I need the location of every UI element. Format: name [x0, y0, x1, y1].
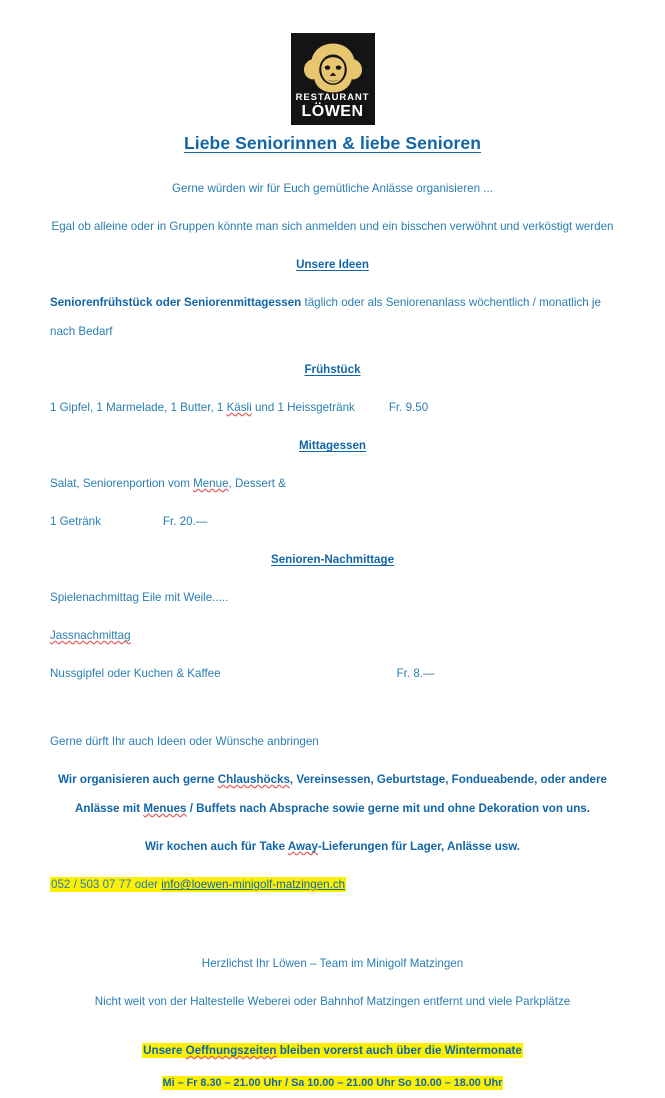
logo-text-loewen: LÖWEN	[301, 103, 364, 120]
lunch-row-2	[50, 507, 615, 536]
ideas-body	[50, 288, 615, 346]
ideas-body-bold: Seniorenfrühstück oder Seniorenmittagessen	[50, 296, 302, 309]
regards-line: Herzlichst Ihr Löwen – Team im Minigolf Matzingen	[201, 957, 464, 970]
organise-text-a: Wir organisieren auch gerne	[58, 773, 218, 786]
takeaway-text-a: Wir kochen auch für Take	[144, 840, 288, 853]
afternoon-price: Fr. 8.—	[396, 667, 435, 680]
breakfast-item-post: und 1 Heissgetränk	[251, 401, 355, 414]
lunch-item-2: 1 Getränk	[50, 515, 101, 528]
page-title: Liebe Seniorinnen & liebe Senioren	[183, 133, 482, 153]
section-heading-afternoons: Senioren-Nachmittage	[270, 553, 395, 566]
hours-heading	[50, 1036, 615, 1065]
afternoon-item-2	[50, 621, 615, 650]
takeaway-line	[50, 832, 615, 861]
lunch-item-pre: Salat, Seniorenportion vom	[50, 477, 194, 490]
lunch-item-spellcheck: Menue	[193, 477, 229, 490]
takeaway-text-b: -Lieferungen für Lager, Anlässe usw.	[317, 840, 521, 853]
breakfast-price: Fr. 9.50	[388, 401, 429, 414]
lion-head-icon	[298, 38, 368, 100]
hours-heading-spellcheck: Oeffnungszeiten	[185, 1044, 277, 1057]
afternoon-item-2-spellcheck: Jassnachmittag	[50, 629, 131, 642]
lunch-price: Fr. 20.—	[162, 515, 208, 528]
organise-block	[50, 765, 615, 823]
intro-line-2: Egal ob alleine oder in Gruppen könnte man sich anmelden und ein bisschen verwöhnt und verköstigt werden	[51, 220, 614, 233]
intro-line-1: Gerne würden wir für Euch gemütliche Anlässe organisieren ...	[172, 182, 493, 195]
organise-spellcheck-menues: Menues	[143, 802, 187, 815]
organise-text-b: , Vereinsessen, Geburtstage, Fondueabende, oder andere Anlässe mit	[75, 773, 607, 815]
takeaway-spellcheck-away: Away	[287, 840, 318, 853]
breakfast-row	[50, 393, 615, 422]
section-heading-ideas: Unsere Ideen	[296, 258, 369, 271]
hours-heading-a: Unsere	[143, 1044, 186, 1057]
afternoon-item-3-label: Nussgipfel oder Kuchen & Kaffee	[50, 667, 221, 680]
lunch-row-1	[50, 469, 615, 498]
restaurant-loewen-logo	[291, 33, 375, 125]
organise-text-c: / Buffets nach Absprache sowie gerne mit und ohne Dekoration von uns.	[186, 802, 590, 815]
hours-line-highlight: Mi – Fr 8.30 – 21.00 Uhr / Sa 10.00 – 21.00 Uhr So 10.00 – 18.00 Uhr	[162, 1077, 503, 1089]
hours-line	[50, 1069, 615, 1098]
breakfast-item-spellcheck: Käsli	[226, 401, 252, 414]
contact-highlight	[50, 877, 346, 892]
location-line: Nicht weit von der Haltestelle Weberei oder Bahnhof Matzingen entfernt und viele Parkplätze	[94, 995, 571, 1008]
logo-text-restaurant: RESTAURANT	[295, 92, 370, 103]
contact-phone: 052 / 503 07 77 oder	[51, 878, 162, 891]
hours-heading-b: bleiben vorerst auch über die Wintermonate	[276, 1044, 522, 1057]
lunch-item-post: , Dessert &	[228, 477, 286, 490]
hours-heading-highlight	[142, 1043, 523, 1058]
contact-line	[50, 870, 615, 899]
breakfast-item-pre: 1 Gipfel, 1 Marmelade, 1 Butter, 1	[50, 401, 227, 414]
organise-spellcheck-chlaushoecks: Chlaushöcks	[217, 773, 290, 786]
contact-email-link[interactable]: info@loewen-minigolf-matzingen.ch	[161, 878, 346, 891]
section-heading-lunch: Mittagessen	[298, 439, 366, 452]
ideas-body-rest: täglich oder als Seniorenanlass wöchentlich / monatlich je nach Bedarf	[50, 296, 601, 338]
logo-container	[50, 0, 615, 125]
afternoon-item-1: Spielenachmittag Eile mit Weile.....	[50, 591, 229, 604]
wishes-line: Gerne dürft Ihr auch Ideen oder Wünsche anbringen	[50, 735, 319, 748]
section-heading-breakfast: Frühstück	[304, 363, 361, 376]
afternoon-item-3	[50, 659, 615, 688]
